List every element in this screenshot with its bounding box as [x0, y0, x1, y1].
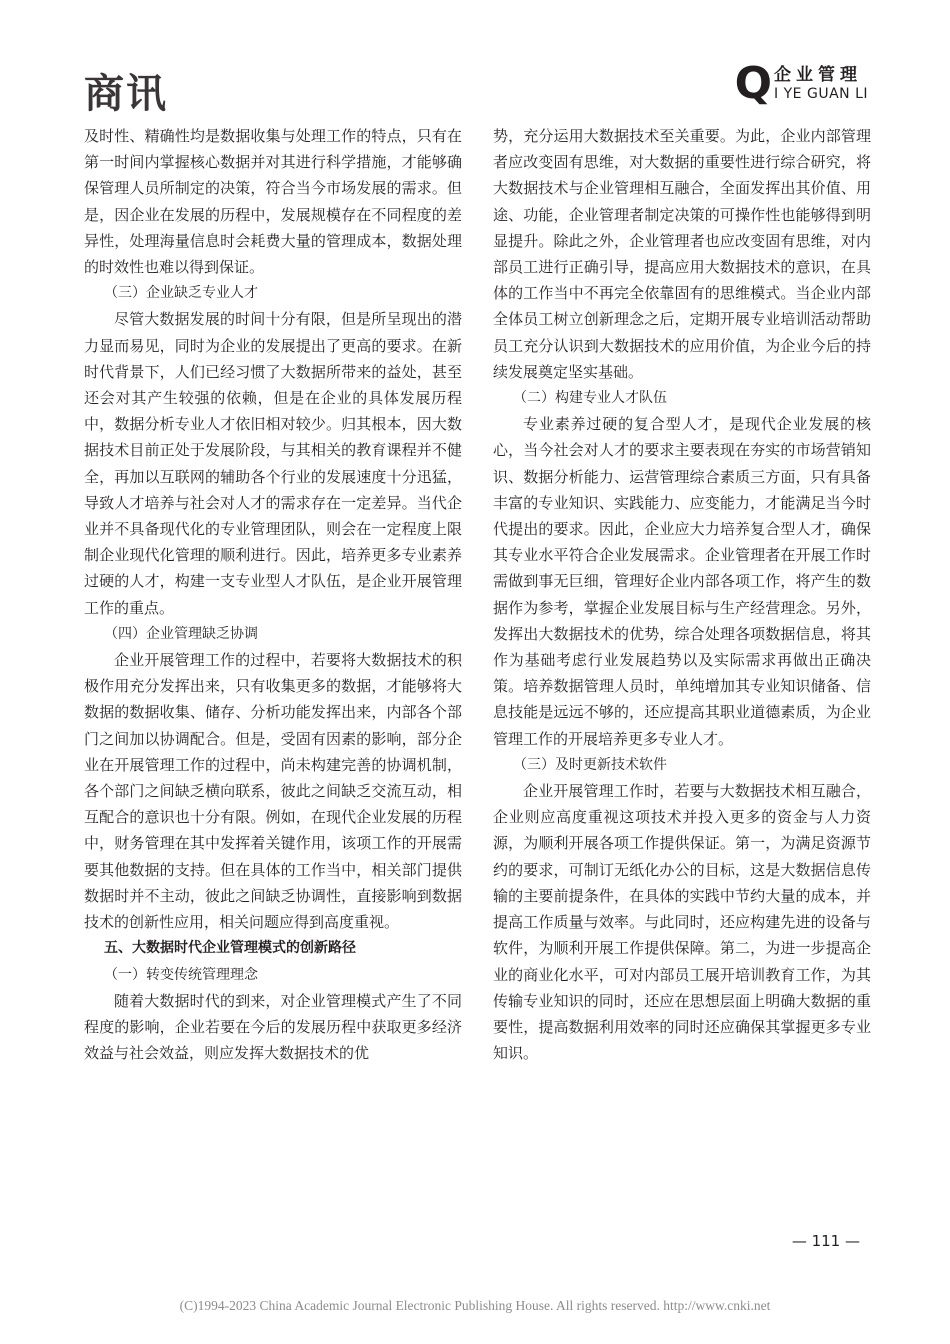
- subheading: （三）企业缺乏专业人才: [104, 285, 258, 302]
- logo-letter: Q: [734, 58, 773, 109]
- section-name: [774, 65, 868, 103]
- section-name-en: I YE GUAN LI: [774, 86, 868, 102]
- paragraph: 企业开展管理工作时，若要与大数据技术相互融合，企业则应高度重视这项技术并投入更多的资金与人力资源，为顺利开展各项工作提供保证。第一，为满足资源节约的要求，可制订无纸化办公的目标，这是大数据信息传输的主要前提条件，在具体的实践中节约大量的成本，并提高工作质量与效率。与此同时，还应构建先进的设备与软件，为顺利开展工作提供保障。第二，为进一步提高企业的商业化水平，可对内部员工展开培训教育工作，为其传输专业知识的同时，还应在思想层面上明确大数据的重要性，提高数据利用效率的同时还应确保其掌握更多专业知识。: [493, 782, 871, 1063]
- journal-title: 商讯: [84, 71, 168, 117]
- subheading: （四）企业管理缺乏协调: [104, 625, 258, 642]
- copyright-footer: (C)1994-2023 China Academic Journal Electronic Publishing House. All rights reserved. http://www.cnki.net: [179, 1298, 771, 1313]
- right-column: [493, 123, 871, 1066]
- left-column: [84, 123, 462, 1066]
- section-logo: [734, 58, 868, 109]
- subheading: （三）及时更新技术软件: [513, 756, 667, 773]
- subheading: （一）转变传统管理理念: [104, 966, 258, 983]
- paragraph: 及时性、精确性均是数据收集与处理工作的特点，只有在第一时间内掌握核心数据并对其进行科学措施，才能够确保管理人员所制定的决策，符合当今市场发展的需求。但是，因企业在发展的历程中，发展规模存在不同程度的差异性，处理海量信息时会耗费大量的管理成本，数据处理的时效性也难以得到保证。: [84, 127, 462, 277]
- paragraph: 随着大数据时代的到来，对企业管理模式产生了不同程度的影响，企业若要在今后的发展历程中获取更多经济效益与社会效益，则应发挥大数据技术的优: [84, 991, 462, 1063]
- page-number: — 111 —: [791, 1232, 860, 1250]
- section-heading: 五、大数据时代企业管理模式的创新路径: [104, 940, 356, 957]
- paragraph: 专业素养过硬的复合型人才，是现代企业发展的核心，当今社会对人才的要求主要表现在夯实的市场营销知识、数据分析能力、运营管理综合素质三方面，只有具备丰富的专业知识、实践能力、应变能力，才能满足当今时代提出的要求。因此，企业应大力培养复合型人才，确保其专业水平符合企业发展需求。企业管理者在开展工作时需做到事无巨细，管理好企业内部各项工作，将产生的数据作为参考，掌握企业发展目标与生产经营理念。另外，发挥出大数据技术的优势，综合处理各项数据信息，将其作为基础考虑行业发展趋势以及实际需求再做出正确决策。培养数据管理人员时，单纯增加其专业知识储备、信息技能是远远不够的，还应提高其职业道德素质，为企业管理工作的开展培养更多专业人才。: [493, 415, 871, 748]
- section-name-cn: 企业管理: [774, 65, 863, 85]
- paragraph: 企业开展管理工作的过程中，若要将大数据技术的积极作用充分发挥出来，只有收集更多的数据，才能够将大数据的数据收集、储存、分析功能发挥出来，内部各个部门之间加以协调配合。但是，受固有因素的影响，部分企业在开展管理工作的过程中，尚未构建完善的协调机制，各个部门之间缺乏横向联系，彼此之间缺乏交流互动，相互配合的意识也十分有限。例如，在现代企业发展的历程中，财务管理在其中发挥着关键作用，该项工作的开展需要其他数据的支持。但在具体的工作当中，相关部门提供数据时并不主动，彼此之间缺乏协调性，直接影响到数据技术的创新性应用，相关问题应得到高度重视。: [84, 651, 462, 932]
- paragraph: 势，充分运用大数据技术至关重要。为此，企业内部管理者应改变固有思维，对大数据的重要性进行综合研究，将大数据技术与企业管理相互融合，全面发挥出其价值、用途、功能，企业管理者制定决策的可操作性也能够得到明显提升。除此之外，企业管理者也应改变固有思维，对内部员工进行正确引导，提高应用大数据技术的意识，在具体的工作当中不再完全依靠固有的思维模式。当企业内部全体员工树立创新理念之后，定期开展专业培训活动帮助员工充分认识到大数据技术的应用价值，为企业今后的持续发展奠定坚实基础。: [493, 127, 871, 381]
- subheading: （二）构建专业人才队伍: [513, 390, 667, 407]
- paragraph: 尽管大数据发展的时间十分有限，但是所呈现出的潜力显而易见，同时为企业的发展提出了更高的要求。在新时代背景下，人们已经习惯了大数据所带来的益处，甚至还会对其产生较强的依赖，但是在企业的具体发展历程中，数据分析专业人才依旧相对较少。归其根本，因大数据技术目前正处于发展阶段，与其相关的教育课程并不健全，再加以互联网的辅助各个行业的发展速度十分迅猛，导致人才培养与社会对人才的需求存在一定差异。当代企业并不具备现代化的专业管理团队，则会在一定程度上限制企业现代化管理的顺利进行。因此，培养更多专业素养过硬的人才，构建一支专业型人才队伍，是企业开展管理工作的重点。: [84, 310, 462, 617]
